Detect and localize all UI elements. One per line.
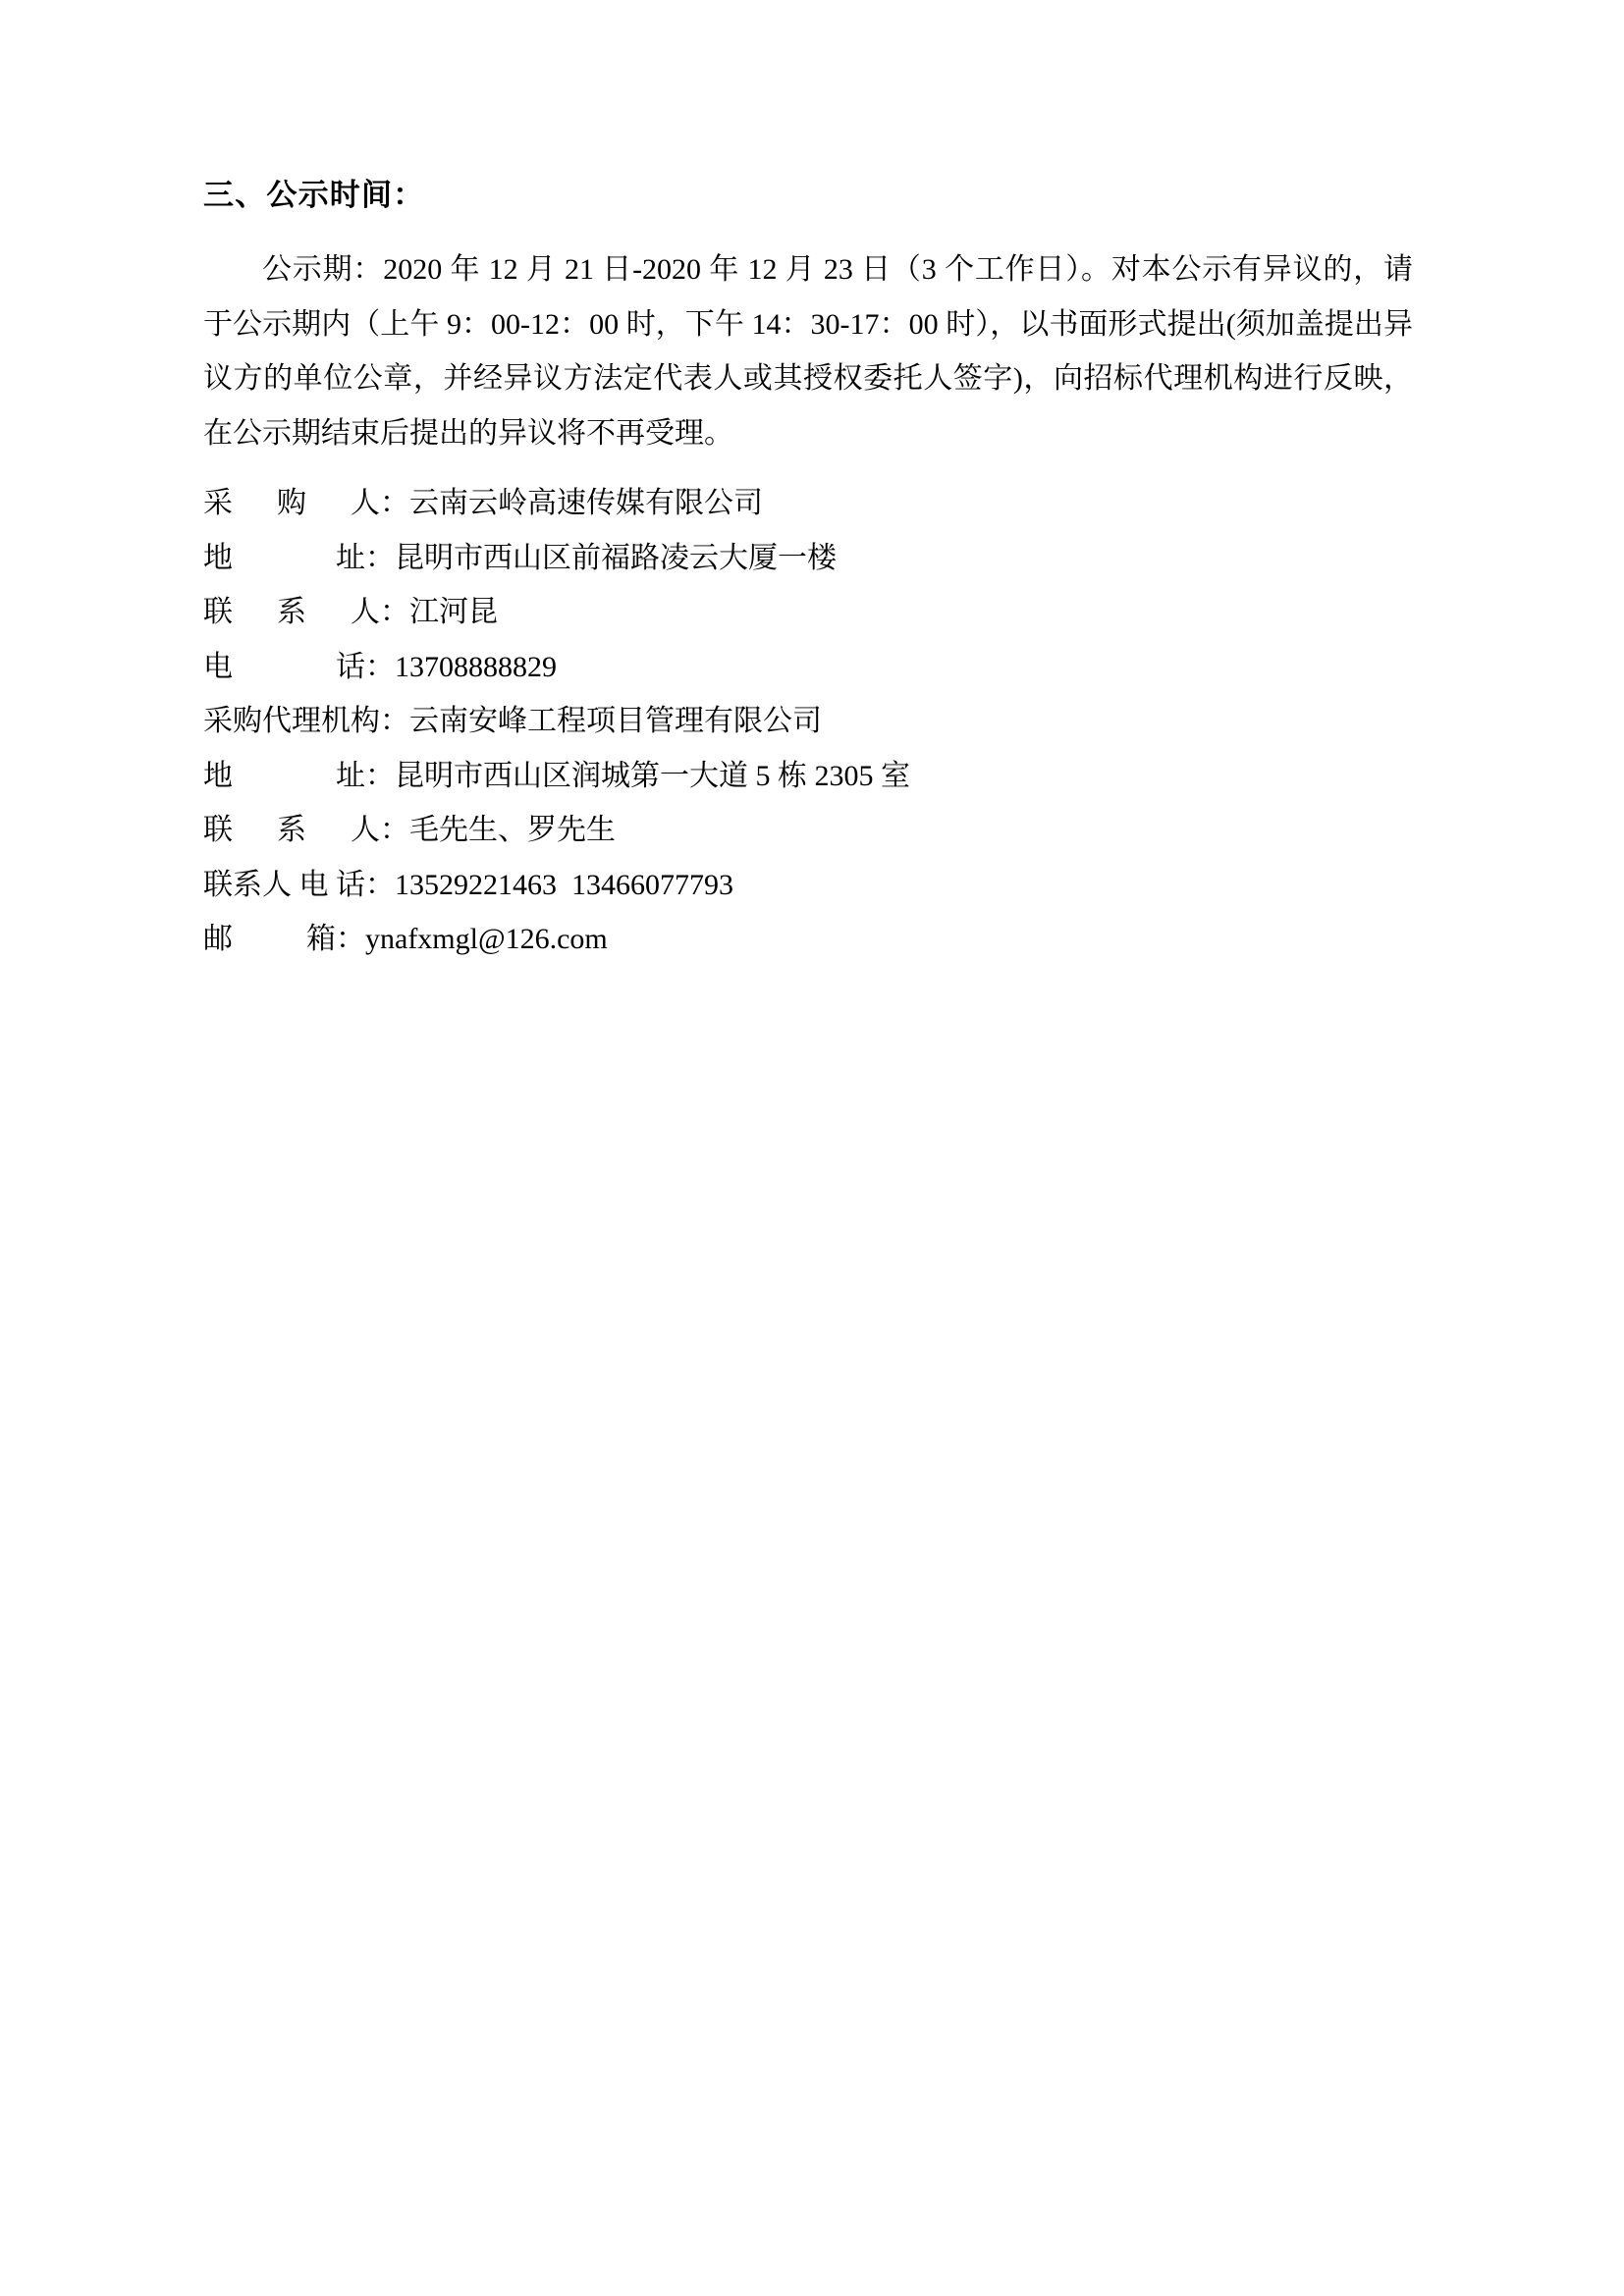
contact-label-address-2: 地 址： <box>203 759 395 792</box>
contact-value-address-2: 昆明市西山区润城第一大道 5 栋 2305 室 <box>395 759 910 792</box>
contact-label-purchaser: 采 购 人： <box>203 487 409 520</box>
contact-value-address-1: 昆明市西山区前福路凌云大厦一楼 <box>395 541 837 574</box>
contact-info-block <box>203 476 1413 967</box>
contact-label-address-1: 地 址： <box>203 541 395 574</box>
contact-line-phone-2 <box>203 858 1413 913</box>
section-heading: 三、公示时间： <box>203 178 425 213</box>
contact-label-phone-1: 电 话： <box>203 650 395 683</box>
contact-value-person-2: 毛先生、罗先生 <box>409 814 616 847</box>
contact-value-purchaser: 云南云岭高速传媒有限公司 <box>409 487 763 520</box>
contact-line-purchaser <box>203 476 1413 531</box>
contact-line-phone-1 <box>203 640 1413 695</box>
contact-line-agency <box>203 694 1413 749</box>
notice-paragraph: 公示期：2020 年 12 月 21 日-2020 年 12 月 23 日（3 个工作日）。对本公示有异议的，请于公示期内（上午 9：00-12：00 时，下午 14：30-17：00 时），以书面形式提出(须加盖提出异议方的单位公章，并经异议方法定代表人或其授权委托人签字)，向招标代理机构进行反映，在公示期结束后提出的异议将不再受理。 <box>203 253 1413 450</box>
contact-value-agency: 云南安峰工程项目管理有限公司 <box>409 705 822 738</box>
contact-line-address-2 <box>203 749 1413 804</box>
contact-value-email: ynafxmgl@126.com <box>365 923 608 956</box>
contact-label-person-2: 联 系 人： <box>203 814 409 847</box>
contact-label-agency: 采购代理机构： <box>203 705 409 738</box>
contact-value-phone-2: 13529221463 13466077793 <box>395 868 733 901</box>
contact-line-address-1 <box>203 531 1413 586</box>
contact-value-phone-1: 13708888829 <box>395 650 557 683</box>
contact-label-person-1: 联 系 人： <box>203 596 409 629</box>
contact-value-person-1: 江河昆 <box>409 596 498 629</box>
page-whitespace <box>203 967 1413 2047</box>
contact-line-person-2 <box>203 803 1413 858</box>
contact-line-email <box>203 912 1413 967</box>
contact-label-email: 邮 箱： <box>203 923 365 956</box>
contact-label-phone-2: 联系人 电 话： <box>203 868 395 901</box>
contact-line-person-1 <box>203 585 1413 640</box>
